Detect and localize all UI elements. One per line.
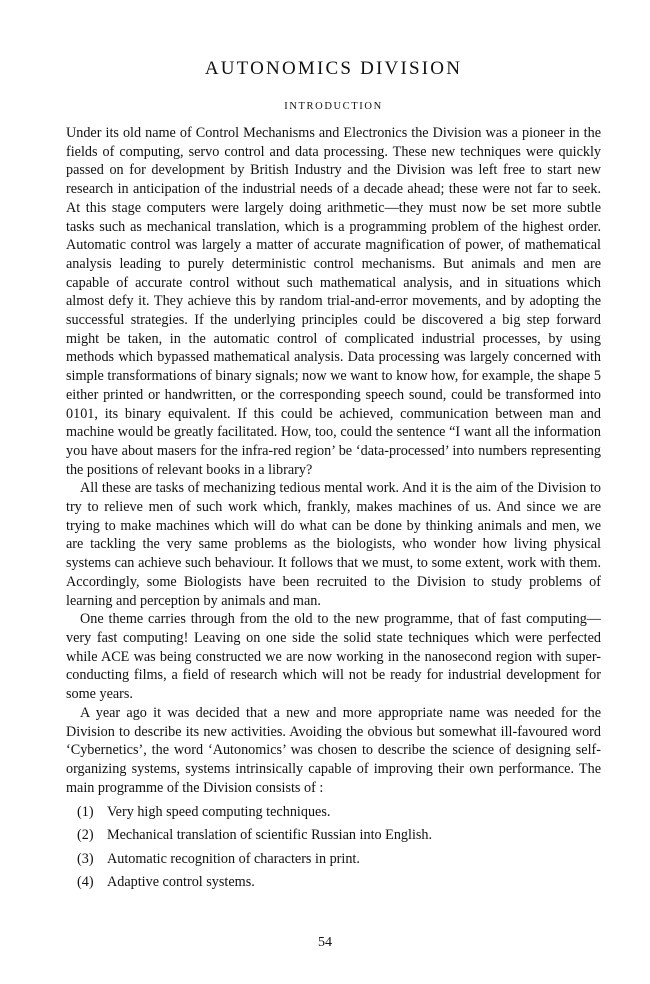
list-item-number: (3) bbox=[77, 850, 94, 867]
section-heading: INTRODUCTION bbox=[284, 101, 383, 112]
list-item bbox=[77, 873, 601, 892]
paragraph-2: All these are tasks of mechanizing tedious mental work. And it is the aim of the Division to try to relieve men of such work which, frankly, makes machines of us. And since we are trying to make machines which will do what can be done by thinking animals and men, we are tackling the very same problems as the biologists, who wonder how living physical systems can achieve such behaviour. It follows that we must, to some extent, work with them. Accordingly, some Biologists have been recruited to the Division to study problems of learning and perception by animals and man. bbox=[66, 480, 601, 609]
list-item-number: (2) bbox=[77, 827, 94, 844]
paragraph-4: A year ago it was decided that a new and more appropriate name was needed for the Division to describe its new activities. Avoiding the obvious but somewhat ill-favoured word ‘Cybernetics’, the word ‘Autonomics’ was chosen to describe the science of designing self-organizing systems, systems intrinsically capable of improving their own performance. The main programme of the Division consists of : bbox=[66, 704, 601, 796]
list-item bbox=[77, 850, 601, 869]
list-item bbox=[77, 803, 601, 822]
programme-list bbox=[66, 803, 601, 891]
paragraph-1: Under its old name of Control Mechanisms and Electronics the Division was a pioneer in the fields of computing, servo control and data processing. These new techniques were quickly passed on for development by British Industry and the Division was left free to start new research in anticipation of the industrial needs of a decade ahead; these were not far to seek. At this stage computers were largely doing arithmetic—they must now be set more subtle tasks such as mechanical translation, which is a programming problem of the highest order. Automatic control was largely a matter of accurate magnification of power, of mathematical analysis leading to purely deterministic control mechanisms. But animals and men are capable of accurate control without such mathematical analysis, and in situations which almost defy it. They achieve this by random trial-and-error movements, and by adopting the successful strategies. If the underlying principles could be discovered a big step forward might be taken, in the automatic control of complicated industrial processes, by using methods which bypassed mathematical analysis. Data processing was largely concerned with simple transformations of binary signals; now we want to know how, for example, the shape 5 either printed or handwritten, or the corresponding speech sound, could be transformed into 0101, its binary equivalent. If this could be achieved, communication between man and machine would be greatly facilitated. How, too, could the sentence “I want all the information you have about masers for the infra-red region’ be ‘data-processed’ into numbers representing the positions of relevant books in a library? bbox=[66, 125, 601, 478]
list-item-number: (4) bbox=[77, 873, 94, 890]
list-item-number: (1) bbox=[77, 804, 94, 821]
page-title: AUTONOMICS DIVISION bbox=[204, 58, 463, 79]
page-content bbox=[66, 56, 601, 896]
list-item-text: Very high speed computing techniques. bbox=[107, 804, 331, 821]
list-item-text: Adaptive control systems. bbox=[107, 873, 255, 890]
list-item-text: Automatic recognition of characters in print. bbox=[107, 850, 360, 867]
paragraph-3: One theme carries through from the old to the new programme, that of fast computing—very fast computing! Leaving on one side the solid state techniques which were perfected while ACE was being constructed we are now working in the nanosecond region with super-conducting films, a field of research which will not be ready for industrial development for some years. bbox=[66, 611, 601, 703]
page-number: 54 bbox=[318, 935, 332, 950]
list-item-text: Mechanical translation of scientific Russian into English. bbox=[107, 827, 433, 844]
list-item bbox=[77, 826, 601, 845]
